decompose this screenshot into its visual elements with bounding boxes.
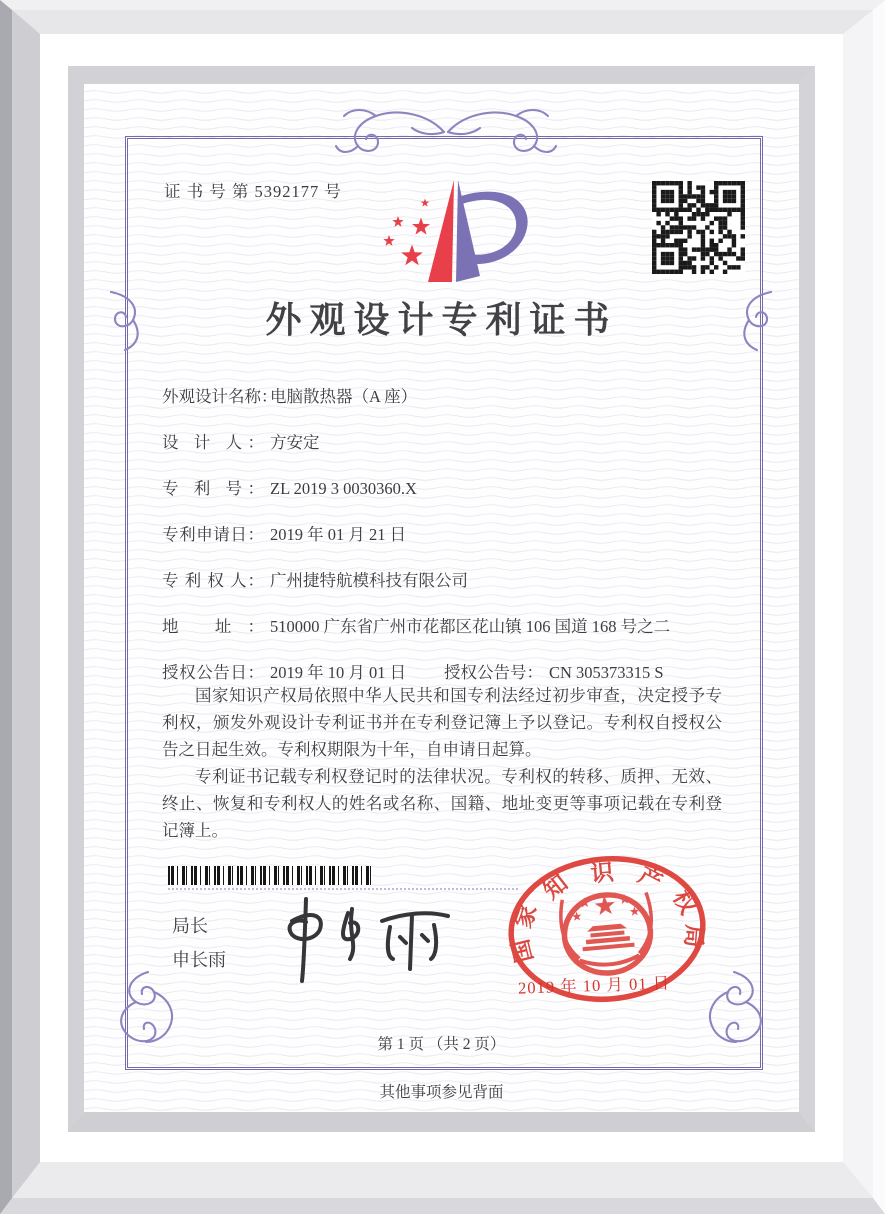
patent-fields	[162, 384, 742, 706]
svg-text:知: 知	[538, 870, 573, 905]
field-row	[162, 384, 742, 410]
mat-board	[40, 34, 843, 1162]
svg-text:家: 家	[510, 901, 542, 932]
field-label: 专利申请日：	[162, 525, 264, 544]
field-row	[162, 430, 742, 456]
field-value: 方安定	[270, 433, 320, 452]
back-note: 其他事项参见背面	[379, 1084, 504, 1101]
certificate-number: 证 书 号 第 5392177 号	[164, 182, 342, 201]
barcode-icon	[168, 866, 372, 885]
security-dotted-line	[168, 888, 518, 890]
qr-code-icon	[652, 181, 745, 274]
field-row	[162, 568, 742, 594]
certificate-paper	[84, 84, 799, 1112]
signer-name: 申长雨	[172, 950, 226, 970]
field-label: 专 利 号：	[162, 479, 264, 498]
seal-date: 2019 年 10 月 01 日	[517, 973, 671, 998]
field-label: 外观设计名称：	[162, 387, 278, 406]
svg-text:权: 权	[667, 886, 701, 919]
frame-inner-bevel	[12, 10, 873, 1198]
field-label: 授权公告日：	[162, 663, 264, 682]
svg-text:局: 局	[680, 923, 708, 949]
field-value: 510000 广东省广州市花都区花山镇 106 国道 168 号之二	[270, 617, 671, 636]
field-value: 广州捷特航模科技有限公司	[270, 571, 468, 590]
body-paragraph: 专利证书记载专利权登记时的法律状况。专利权的转移、质押、无效、终止、恢复和专利权人的姓名或名称、国籍、地址变更等事项记载在专利登记簿上。	[162, 767, 722, 840]
mat-opening-bevel	[68, 66, 815, 1132]
signer-title: 局长	[172, 916, 208, 936]
legal-text	[162, 682, 722, 844]
svg-text:识: 识	[589, 859, 615, 887]
field-value: 电脑散热器（A 座）	[270, 387, 418, 406]
field-value: ZL 2019 3 0030360.X	[270, 479, 417, 498]
svg-text:国: 国	[507, 936, 538, 966]
field-value: 2019 年 01 月 21 日	[270, 525, 407, 544]
field-row	[162, 522, 742, 548]
cnipa-logo-icon	[368, 170, 548, 290]
field-value: CN 305373315 S	[549, 663, 664, 682]
svg-text:产: 产	[634, 862, 667, 896]
field-row	[162, 476, 742, 502]
certificate-title: 外观设计专利证书	[265, 300, 618, 340]
flourish-icon	[332, 102, 446, 164]
field-label: 地 址：	[162, 617, 264, 636]
field-label: 专 利 权 人：	[162, 571, 264, 590]
body-paragraph: 国家知识产权局依照中华人民共和国专利法经过初步审查，决定授予专利权，颁发外观设计专利证书并在专利登记簿上予以登记。专利权自授权公告之日起生效。专利权期限为十年，自申请日起算。	[162, 686, 722, 759]
field-label: 授权公告号：	[444, 663, 543, 682]
page-indicator: 第 1 页 （共 2 页）	[377, 1036, 506, 1053]
field-label: 设 计 人：	[162, 433, 264, 452]
field-value: 2019 年 10 月 01 日	[270, 663, 407, 682]
signature-icon	[262, 891, 472, 986]
flourish-icon	[446, 102, 560, 164]
field-row	[162, 614, 742, 640]
